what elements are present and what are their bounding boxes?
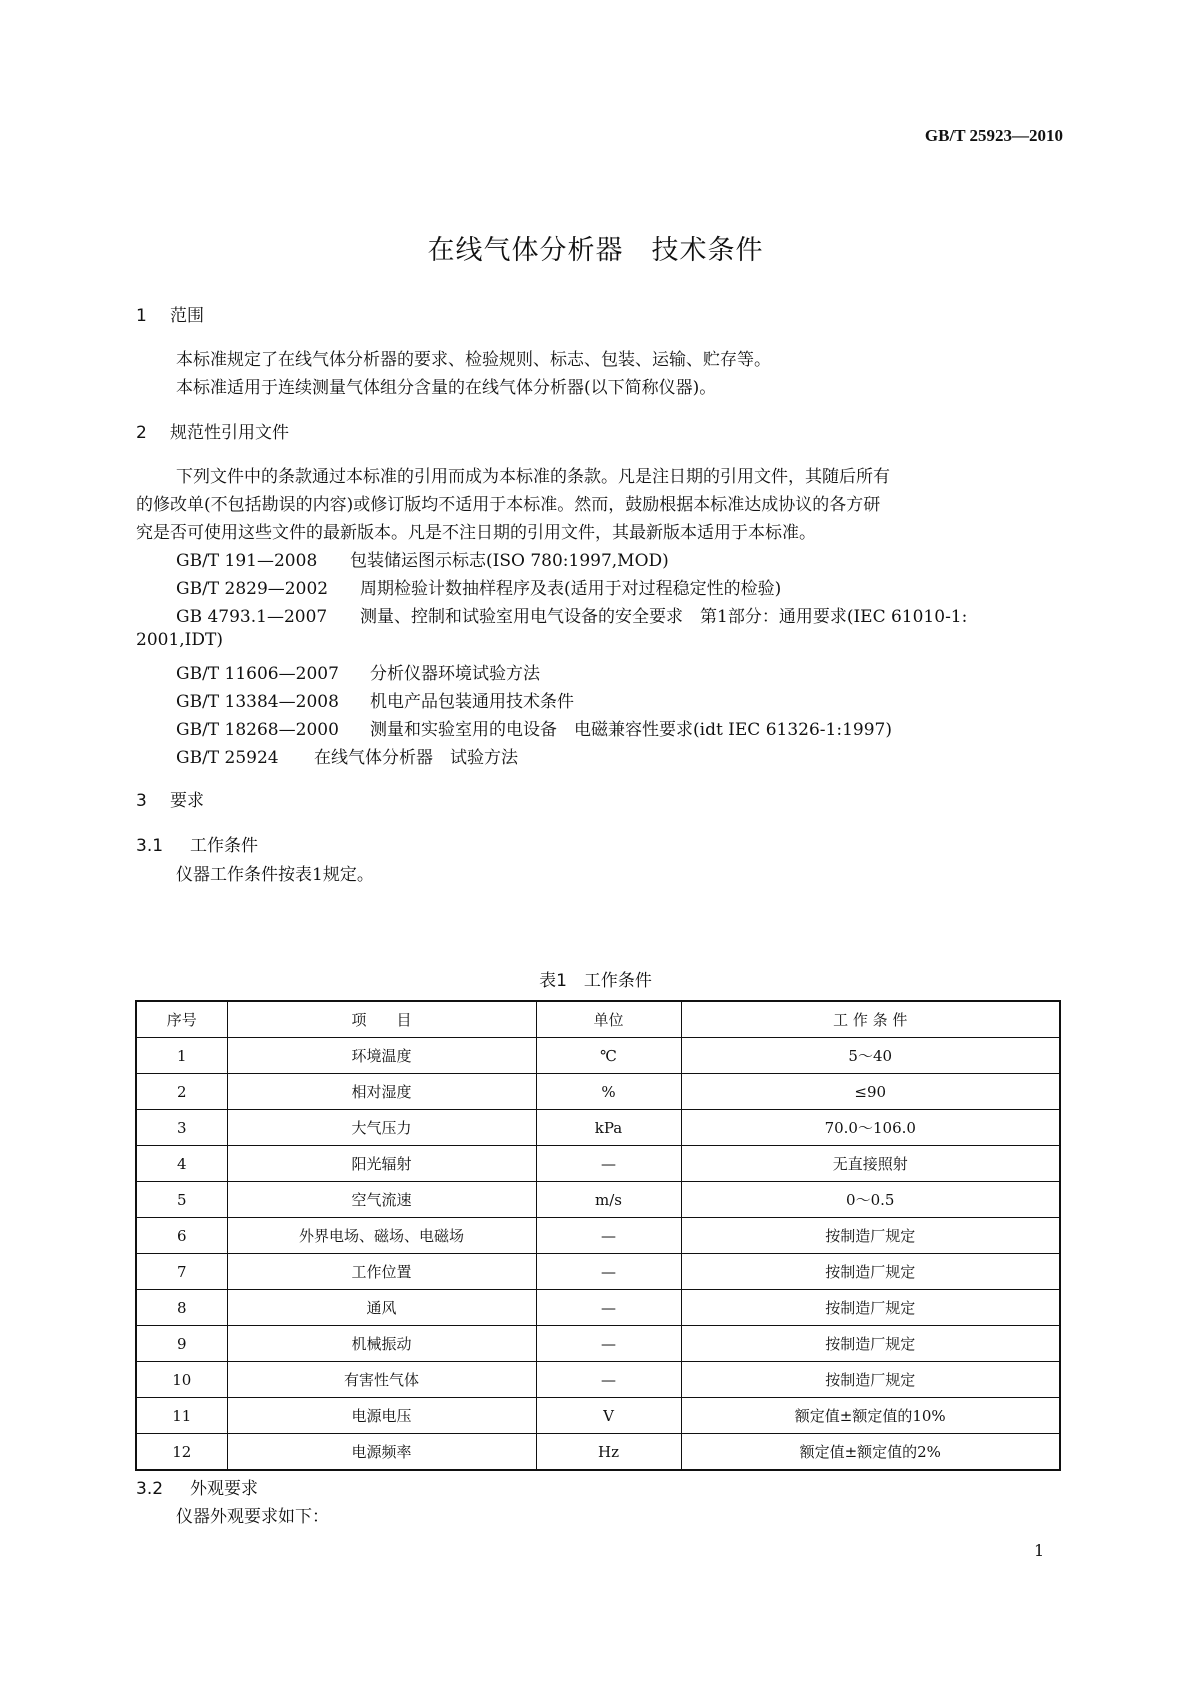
document-title: 在线气体分析器 技术条件 (427, 235, 764, 266)
table-cell: 9 (136, 1326, 227, 1362)
subsection-title: 外观要求 (190, 1479, 258, 1499)
table-row (136, 1254, 1060, 1290)
section-number: 2 (136, 423, 147, 443)
table-cell: 外界电场、磁场、电磁场 (227, 1218, 536, 1254)
table-cell: ≤90 (681, 1074, 1060, 1110)
table-cell: 电源频率 (227, 1434, 536, 1471)
reference-item (176, 715, 892, 740)
table-cell: 2 (136, 1074, 227, 1110)
reference-code: GB/T 11606—2007 (176, 664, 339, 684)
table-cell: 额定值±额定值的2% (681, 1434, 1060, 1471)
table-cell: 11 (136, 1398, 227, 1434)
table-row (136, 1074, 1060, 1110)
table-cell: 工作位置 (227, 1254, 536, 1290)
reference-item (176, 659, 540, 684)
table-cell: 电源电压 (227, 1398, 536, 1434)
reference-code: GB/T 13384—2008 (176, 692, 339, 712)
standard-number: GB/T 25923—2010 (924, 126, 1063, 145)
table-cell: 12 (136, 1434, 227, 1471)
table-cell: 有害性气体 (227, 1362, 536, 1398)
table-cell: 7 (136, 1254, 227, 1290)
table-cell: — (536, 1326, 681, 1362)
paragraph: 仪器外观要求如下： (176, 1507, 329, 1527)
reference-code: GB/T 191—2008 (176, 551, 318, 571)
table-cell: — (536, 1146, 681, 1182)
table-cell: 3 (136, 1110, 227, 1146)
table-cell: 额定值±额定值的10% (681, 1398, 1060, 1434)
column-header: 序号 (136, 1001, 227, 1038)
table-cell: 相对湿度 (227, 1074, 536, 1110)
table-cell: m/s (536, 1182, 681, 1218)
table-cell: kPa (536, 1110, 681, 1146)
paragraph: 本标准适用于连续测量气体组分含量的在线气体分析器(以下简称仪器)。 (176, 378, 717, 398)
reference-code: GB/T 18268—2000 (176, 720, 339, 740)
table-cell: 按制造厂规定 (681, 1362, 1060, 1398)
subsection-title: 工作条件 (190, 836, 258, 856)
table-cell: 无直接照射 (681, 1146, 1060, 1182)
reference-code: GB 4793.1—2007 (176, 607, 328, 627)
table-cell: % (536, 1074, 681, 1110)
column-header: 单位 (536, 1001, 681, 1038)
column-header: 工 作 条 件 (681, 1001, 1060, 1038)
paragraph: 本标准规定了在线气体分析器的要求、检验规则、标志、包装、运输、贮存等。 (176, 350, 771, 370)
paragraph: 下列文件中的条款通过本标准的引用而成为本标准的条款。凡是注日期的引用文件，其随后所有 (176, 467, 890, 487)
table-cell: 按制造厂规定 (681, 1290, 1060, 1326)
reference-title: 周期检验计数抽样程序及表(适用于对过程稳定性的检验) (360, 579, 782, 599)
section-number: 3 (136, 791, 147, 811)
paragraph: 的修改单(不包括勘误的内容)或修订版均不适用于本标准。然而，鼓励根据本标准达成协议的各方研 (136, 495, 881, 515)
table-header-row (136, 1001, 1060, 1038)
table-cell: 按制造厂规定 (681, 1218, 1060, 1254)
paragraph: 仪器工作条件按表1规定。 (176, 865, 374, 885)
reference-title: 测量、控制和试验室用电气设备的安全要求 第1部分：通用要求(IEC 61010-1: (360, 607, 968, 627)
reference-title: 机电产品包装通用技术条件 (370, 692, 574, 712)
table-row (136, 1326, 1060, 1362)
table-cell: 大气压力 (227, 1110, 536, 1146)
subsection-3-2-heading (136, 1474, 258, 1499)
reference-item (176, 546, 669, 571)
reference-title: 在线气体分析器 试验方法 (314, 748, 518, 768)
table-row (136, 1182, 1060, 1218)
reference-code: GB/T 25924 (176, 748, 279, 768)
table-row (136, 1110, 1060, 1146)
reference-title: 分析仪器环境试验方法 (370, 664, 540, 684)
table-body (136, 1038, 1060, 1471)
table-row (136, 1398, 1060, 1434)
table-cell: 6 (136, 1218, 227, 1254)
table-caption: 表1 工作条件 (539, 971, 652, 991)
table-cell: 阳光辐射 (227, 1146, 536, 1182)
subsection-number: 3.2 (136, 1479, 164, 1499)
working-conditions-table (135, 1000, 1061, 1471)
section-2-heading (136, 418, 289, 443)
table-row (136, 1434, 1060, 1471)
table-cell: ℃ (536, 1038, 681, 1074)
column-header: 项 目 (227, 1001, 536, 1038)
reference-item (176, 687, 574, 712)
section-number: 1 (136, 306, 147, 326)
table-cell: — (536, 1218, 681, 1254)
reference-continuation: 2001,IDT) (136, 630, 223, 650)
table-cell: 空气流速 (227, 1182, 536, 1218)
table-cell: 5 (136, 1182, 227, 1218)
table-cell: 4 (136, 1146, 227, 1182)
reference-item (176, 743, 518, 768)
table-cell: 10 (136, 1362, 227, 1398)
table-row (136, 1290, 1060, 1326)
page-number: 1 (1034, 1541, 1045, 1560)
reference-item (176, 574, 781, 599)
table-cell: 5～40 (681, 1038, 1060, 1074)
subsection-number: 3.1 (136, 836, 164, 856)
section-3-heading (136, 786, 204, 811)
table-cell: 8 (136, 1290, 227, 1326)
table-cell: 环境温度 (227, 1038, 536, 1074)
table-cell: 按制造厂规定 (681, 1254, 1060, 1290)
table-cell: 1 (136, 1038, 227, 1074)
section-title: 要求 (170, 791, 204, 811)
paragraph: 究是否可使用这些文件的最新版本。凡是不注日期的引用文件，其最新版本适用于本标准。 (136, 523, 816, 543)
table-cell: Hz (536, 1434, 681, 1471)
table-row (136, 1146, 1060, 1182)
table-row (136, 1218, 1060, 1254)
reference-title: 测量和实验室用的电设备 电磁兼容性要求(idt IEC 61326-1:1997) (370, 720, 892, 740)
table-cell: V (536, 1398, 681, 1434)
table-cell: 70.0～106.0 (681, 1110, 1060, 1146)
reference-item (176, 602, 967, 627)
table-cell: — (536, 1290, 681, 1326)
table-cell: 按制造厂规定 (681, 1326, 1060, 1362)
subsection-3-1-heading (136, 831, 258, 856)
reference-title: 包装储运图示标志(ISO 780:1997,MOD) (350, 551, 669, 571)
table-row (136, 1362, 1060, 1398)
reference-code: GB/T 2829—2002 (176, 579, 329, 599)
table-cell: 通风 (227, 1290, 536, 1326)
table-cell: 0～0.5 (681, 1182, 1060, 1218)
section-1-heading (136, 301, 204, 326)
section-title: 规范性引用文件 (170, 423, 289, 443)
section-title: 范围 (170, 306, 204, 326)
table-cell: — (536, 1254, 681, 1290)
table-row (136, 1038, 1060, 1074)
table-cell: 机械振动 (227, 1326, 536, 1362)
table-cell: — (536, 1362, 681, 1398)
